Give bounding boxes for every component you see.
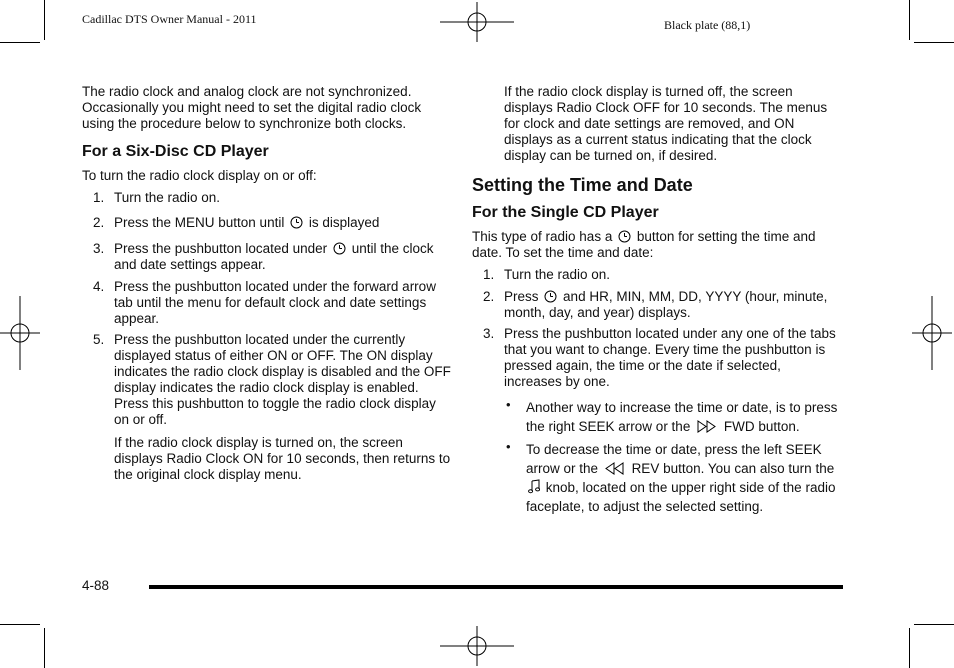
bullet-item: • Another way to increase the time or date, is to press the right SEEK arrow or the FWD button. [506, 397, 838, 434]
section-title: Setting the Time and Date [472, 175, 693, 195]
list-item: 1. Turn the radio on. [93, 190, 221, 205]
list-item: 1. Turn the radio on. [483, 267, 611, 282]
note-radio-clock-on: If the radio clock display is turned on, the screen displays Radio Clock ON for 10 seconds, then returns to the original clock display menu. [114, 435, 451, 482]
list-item: 2. Press and HR, MIN, MM, DD, YYYY (hour, minute, month, day, and year) displays. [483, 289, 828, 320]
fast-forward-icon [696, 420, 718, 433]
music-note-icon [528, 479, 540, 494]
crop-mark [44, 628, 45, 668]
crop-mark [909, 628, 910, 668]
lead-paragraph: This type of radio has a button for setting the time and date. To set the time and date: [472, 229, 816, 260]
crop-mark [0, 42, 40, 43]
intro-paragraph: The radio clock and analog clock are not synchronized. Occasionally you might need to set the digital radio clock using the procedure below to synchronize both clocks. [82, 84, 422, 131]
bullet-dot: • [506, 439, 511, 454]
right-column [472, 84, 840, 516]
registration-mark-left [0, 296, 40, 370]
crop-mark [44, 0, 45, 40]
bullet-dot: • [506, 397, 511, 412]
manual-title: Cadillac DTS Owner Manual - 2011 [82, 12, 257, 26]
section-heading-six-disc: For a Six-Disc CD Player [82, 143, 269, 160]
registration-mark-top [440, 2, 514, 42]
registration-mark-right [912, 296, 952, 370]
clock-icon [618, 230, 631, 243]
list-item: 3. Press the pushbutton located under until the clock and date settings appear. [93, 241, 434, 272]
list-item: 2. Press the MENU button until is displayed [93, 215, 380, 230]
crop-mark [914, 624, 954, 625]
subheading-single-cd: For the Single CD Player [472, 204, 659, 221]
clock-icon [544, 290, 557, 303]
footer-rule [149, 585, 843, 589]
bullet-item: • To decrease the time or date, press the left SEEK arrow or the REV button. You can also turn the knob, located on the upper right side of the radio faceplate, to adjust the selected setting. [506, 439, 836, 514]
crop-mark [914, 42, 954, 43]
left-column [82, 84, 452, 483]
crop-mark [0, 624, 40, 625]
clock-icon [333, 242, 346, 255]
page-number: 4-88 [82, 578, 110, 593]
crop-mark [909, 0, 910, 40]
clock-icon [290, 216, 303, 229]
note-radio-clock-off: If the radio clock display is turned off, the screen displays Radio Clock OFF for 10 seconds. The menus for clock and date settings are removed, and ON displays as a current status indicating that the clock display can be turned on, if desired. [504, 84, 828, 163]
list-item: 5. Press the pushbutton located under the currently displayed status of either ON or OFF. The ON display indicates the radio clock display is disabled and the OFF display indicates the radio clock display is enabled. Press this pushbutton to toggle the radio clock display on or off. [93, 332, 451, 427]
list-item: 3. Press the pushbutton located under any one of the tabs that you want to change. Every time the pushbutton is pressed again, the time or the date if selected, increases by one. [483, 326, 836, 389]
registration-mark-bottom [440, 626, 514, 666]
lead-paragraph: To turn the radio clock display on or off: [82, 168, 317, 183]
rewind-icon [604, 462, 626, 475]
list-item: 4. Press the pushbutton located under the forward arrow tab until the menu for default clock and date settings appear. [93, 279, 436, 326]
plate-label: Black plate (88,1) [664, 18, 751, 32]
